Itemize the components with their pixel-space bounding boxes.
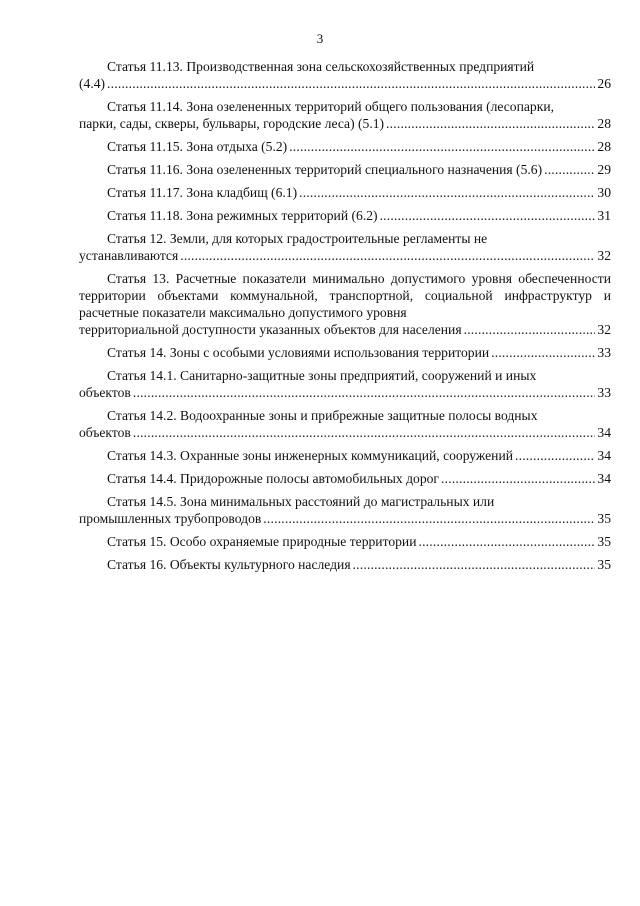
toc-entry-title: Статья 11.16. Зона озелененных территорий специального назначения (5.6) (107, 162, 543, 177)
dot-leader (299, 184, 595, 201)
dot-leader (418, 533, 595, 550)
page-number: 3 (316, 31, 324, 46)
toc-entry-title: Статья 15. Особо охраняемые природные территории (107, 534, 417, 549)
toc-entry-title-end: объектов (79, 425, 131, 440)
toc-entry-page: 35 (597, 534, 611, 549)
toc-entry (79, 58, 611, 92)
toc-entry (79, 556, 611, 573)
toc-entry (79, 230, 611, 264)
dot-leader (441, 470, 595, 487)
toc-entry-title: Статья 14.1. Санитарно-защитные зоны предприятий, сооружений и иных (107, 368, 537, 383)
toc-entry-title: Статья 14. Зоны с особыми условиями использования территории (107, 345, 490, 360)
toc-entry-title: Статья 16. Объекты культурного наследия (107, 557, 351, 572)
toc-entry-page: 33 (597, 345, 611, 360)
toc-entry-page: 35 (597, 557, 611, 572)
toc-entry-page: 28 (597, 116, 611, 131)
toc-entry (79, 493, 611, 527)
toc-entry-title: Статья 14.2. Водоохранные зоны и прибрежные защитные полосы водных (107, 408, 538, 423)
dot-leader (289, 138, 595, 155)
dot-leader (353, 556, 596, 573)
toc-entry-title-end: (4.4) (79, 76, 106, 91)
toc-entry-page: 33 (597, 385, 611, 400)
toc-entry-title-end: парки, сады, скверы, бульвары, городские леса) (5.1) (79, 116, 385, 131)
toc-entry-title-end: устанавливаются (79, 248, 179, 263)
toc-entry-page: 30 (597, 185, 611, 200)
toc-entry-title: Статья 11.17. Зона кладбищ (6.1) (107, 185, 298, 200)
toc-entry (79, 161, 611, 178)
toc-entry-page: 34 (597, 471, 611, 486)
toc-entry-page: 34 (597, 448, 611, 463)
toc-entry (79, 367, 611, 401)
toc-entry-page: 29 (597, 162, 611, 177)
dot-leader (263, 510, 595, 527)
toc-entry-title: Статья 13. Расчетные показатели минимально допустимого уровня обеспеченности территории объектами коммунальной, транспортной, социальной инфраструктур и расчетные показатели максимально допустимого уровня (79, 271, 611, 320)
toc-entry (79, 184, 611, 201)
toc-entry-page: 26 (597, 76, 611, 91)
toc-entry (79, 447, 611, 464)
toc-entry-title: Статья 11.14. Зона озелененных территорий общего пользования (лесопарки, (107, 99, 554, 114)
toc-entry-title: Статья 11.13. Производственная зона сельскохозяйственных предприятий (107, 59, 535, 74)
toc-entry (79, 270, 611, 338)
toc-entry-title: Статья 11.15. Зона отдыха (5.2) (107, 139, 288, 154)
toc-entry-title: Статья 11.18. Зона режимных территорий (6.2) (107, 208, 378, 223)
dot-leader (464, 321, 596, 338)
toc-entry-page: 32 (597, 322, 611, 337)
toc-entry (79, 98, 611, 132)
toc-entry-title-end: промышленных трубопроводов (79, 511, 262, 526)
dot-leader (386, 115, 595, 132)
dot-leader (544, 161, 595, 178)
toc-entry-page: 35 (597, 511, 611, 526)
toc-entry (79, 407, 611, 441)
toc-entry (79, 344, 611, 361)
toc-entry (79, 207, 611, 224)
toc-entry-page: 34 (597, 425, 611, 440)
dot-leader (107, 75, 595, 92)
toc-entry (79, 533, 611, 550)
toc-entry-title: Статья 14.5. Зона минимальных расстояний до магистральных или (107, 494, 495, 509)
table-of-contents (79, 58, 611, 579)
toc-entry-title-end: объектов (79, 385, 131, 400)
toc-entry-title-end: территориальной доступности указанных объектов для населения (79, 322, 462, 337)
dot-leader (133, 424, 596, 441)
toc-entry (79, 138, 611, 155)
toc-entry-title: Статья 14.4. Придорожные полосы автомобильных дорог (107, 471, 439, 486)
dot-leader (380, 207, 596, 224)
toc-entry-page: 32 (597, 248, 611, 263)
dot-leader (515, 447, 595, 464)
toc-entry-title: Статья 12. Земли, для которых градостроительные регламенты не (107, 231, 488, 246)
dot-leader (133, 384, 596, 401)
toc-entry (79, 470, 611, 487)
toc-entry-title: Статья 14.3. Охранные зоны инженерных коммуникаций, сооружений (107, 448, 513, 463)
toc-entry-page: 28 (597, 139, 611, 154)
dot-leader (491, 344, 595, 361)
toc-entry-page: 31 (597, 208, 611, 223)
dot-leader (180, 247, 595, 264)
